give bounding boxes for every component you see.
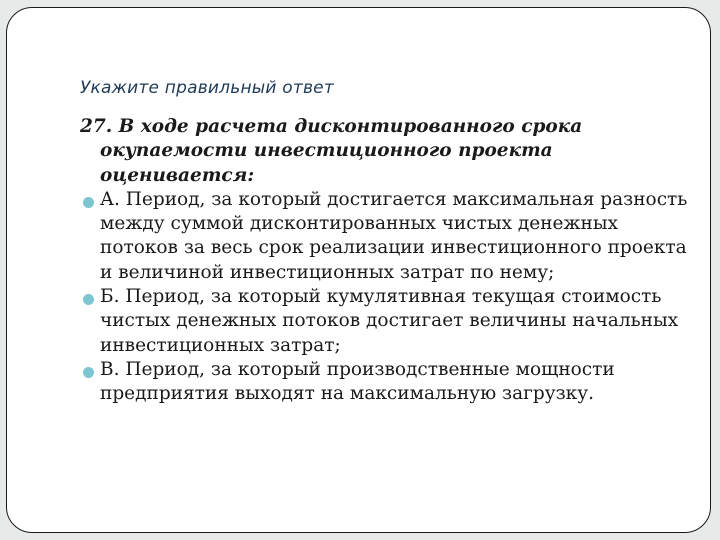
question-text: 27. В ходе расчета дисконтированного срока окупаемости инвестиционного проекта оценивается: <box>80 116 583 186</box>
answer-option-text: В. Период, за который производственные мощности предприятия выходят на максимальную загрузку. <box>100 358 615 405</box>
slide-content <box>80 115 690 407</box>
answer-option-a <box>80 188 690 285</box>
answer-option-text: Б. Период, за который кумулятивная текущая стоимость чистых денежных потоков достигает величины начальных инвестиционных затрат; <box>100 286 679 356</box>
slide-subtitle: Укажите правильный ответ <box>80 78 334 98</box>
answer-option-b <box>80 285 690 358</box>
answer-option-text: А. Период, за который достигается максимальная разность между суммой дисконтированных чистых денежных потоков за весь срок реализации инвестиционного проекта и величиной инвестиционных затрат по нему; <box>100 188 688 283</box>
answer-options-list <box>80 188 690 407</box>
answer-option-c <box>80 358 690 407</box>
